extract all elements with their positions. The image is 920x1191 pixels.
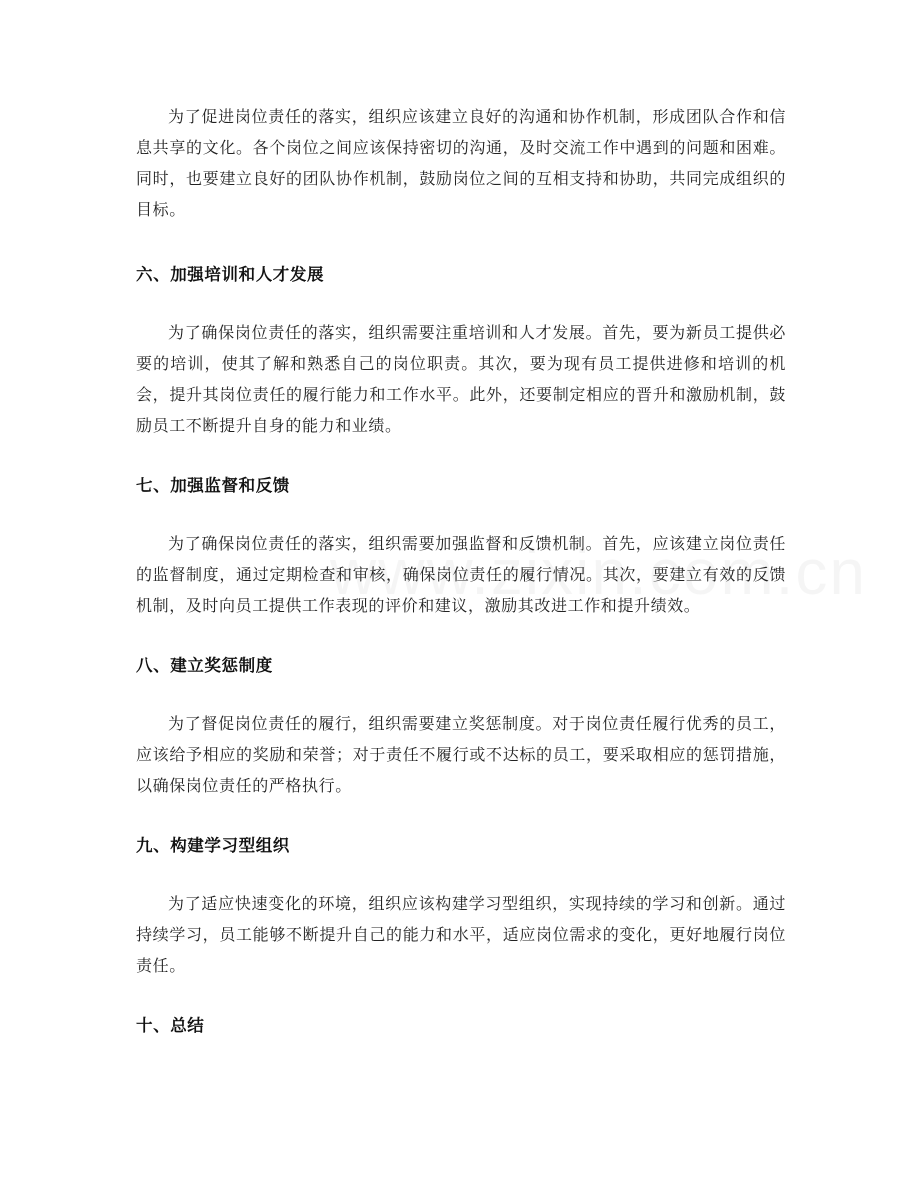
- section-paragraph-6: 为了确保岗位责任的落实，组织需要注重培训和人才发展。首先，要为新员工提供必要的培训，使其了解和熟悉自己的岗位职责。其次，要为现有员工提供进修和培训的机会，提升其岗位责任的履行能力和工作水平。此外，还要制定相应的晋升和激励机制，鼓励员工不断提升自身的能力和业绩。: [136, 323, 786, 435]
- section-heading-8: 八、建立奖惩制度: [136, 656, 273, 675]
- document-body: [136, 101, 786, 1038]
- section-heading-9: 九、构建学习型组织: [136, 836, 290, 855]
- intro-paragraph: 为了促进岗位责任的落实，组织应该建立良好的沟通和协作机制，形成团队合作和信息共享的文化。各个岗位之间应该保持密切的沟通，及时交流工作中遇到的问题和困难。同时，也要建立良好的团队协作机制，鼓励岗位之间的互相支持和协助，共同完成组织的目标。: [136, 107, 786, 219]
- section-paragraph-8: 为了督促岗位责任的履行，组织需要建立奖惩制度。对于岗位责任履行优秀的员工，应该给予相应的奖励和荣誉；对于责任不履行或不达标的员工，要采取相应的惩罚措施，以确保岗位责任的严格执行。: [136, 714, 786, 795]
- section-heading-7: 七、加强监督和反馈: [136, 476, 290, 495]
- section-paragraph-7: 为了确保岗位责任的落实，组织需要加强监督和反馈机制。首先，应该建立岗位责任的监督制度，通过定期检查和审核，确保岗位责任的履行情况。其次，要建立有效的反馈机制，及时向员工提供工作表现的评价和建议，激励其改进工作和提升绩效。: [136, 534, 786, 615]
- section-paragraph-9: 为了适应快速变化的环境，组织应该构建学习型组织，实现持续的学习和创新。通过持续学习，员工能够不断提升自己的能力和水平，适应岗位需求的变化，更好地履行岗位责任。: [136, 894, 786, 975]
- section-heading-6: 六、加强培训和人才发展: [136, 265, 325, 284]
- section-heading-10: 十、总结: [136, 1016, 205, 1035]
